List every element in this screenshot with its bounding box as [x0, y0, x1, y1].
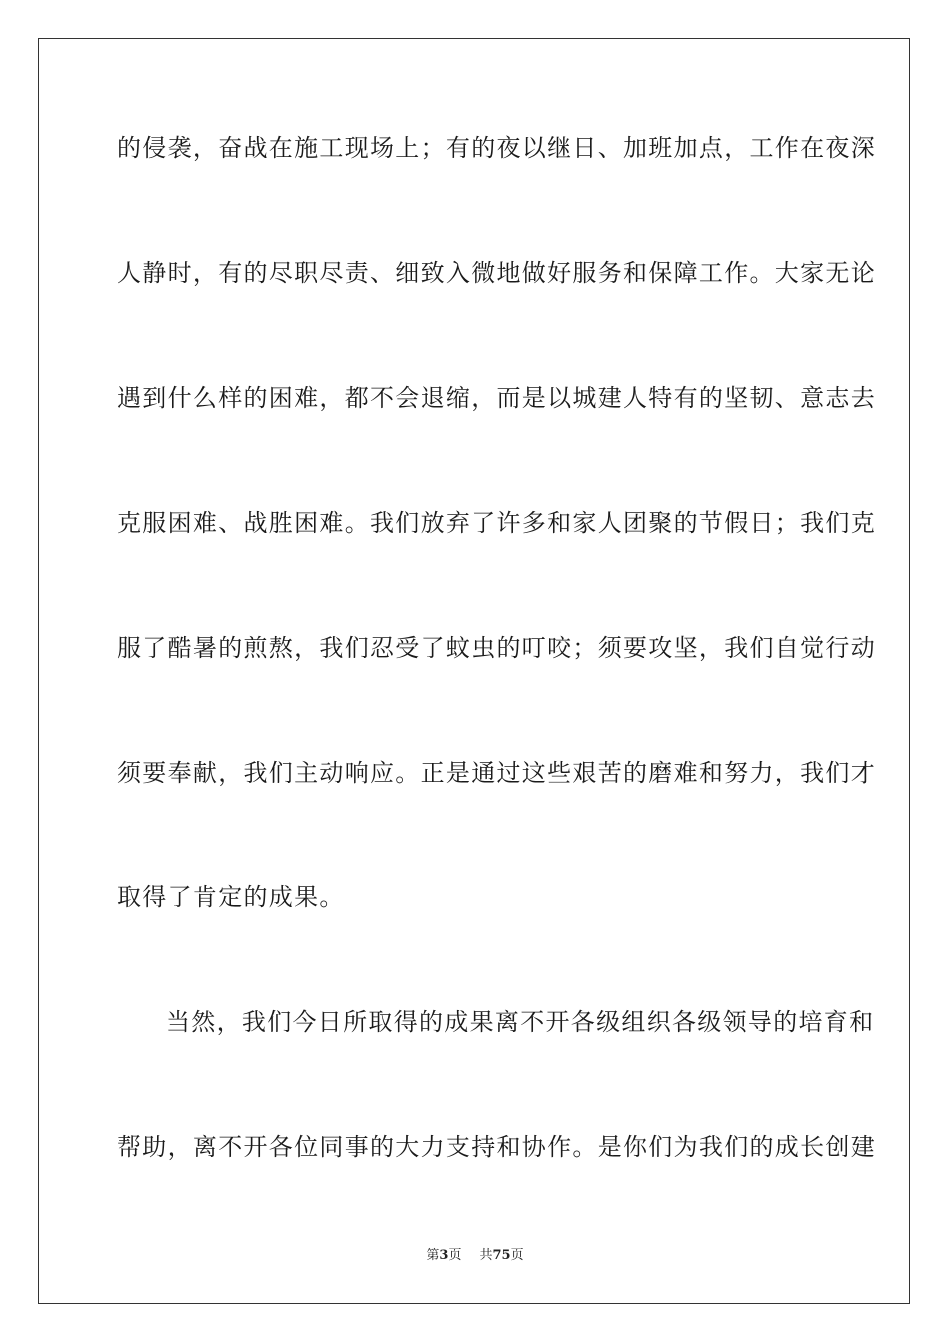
- paragraph-line: 帮助，离不开各位同事的大力支持和协作。是你们为我们的成长创建: [117, 1133, 876, 1161]
- total-prefix: 共: [479, 1248, 493, 1263]
- paragraph-line: 人静时，有的尽职尽责、细致入微地做好服务和保障工作。大家无论: [117, 259, 876, 287]
- paragraph-line-indented: 当然，我们今日所取得的成果离不开各级组织各级领导的培育和: [166, 1008, 875, 1036]
- paragraph-line: 服了酷暑的煎熬，我们忍受了蚊虫的叮咬；须要攻坚，我们自觉行动: [117, 634, 876, 662]
- page-number: 3: [439, 1248, 449, 1263]
- paragraph-line: 须要奉献，我们主动响应。正是通过这些艰苦的磨难和努力，我们才: [117, 759, 876, 787]
- paragraph-line: 遇到什么样的困难，都不会退缩，而是以城建人特有的坚韧、意志去: [117, 384, 876, 412]
- page-prefix: 第: [426, 1248, 440, 1263]
- total-pages: 75: [492, 1248, 511, 1263]
- paragraph-line: 取得了肯定的成果。: [117, 883, 345, 911]
- paragraph-line: 克服困难、战胜困难。我们放弃了许多和家人团聚的节假日；我们克: [117, 509, 876, 537]
- page-suffix: 页: [448, 1248, 462, 1263]
- total-suffix: 页: [510, 1248, 524, 1263]
- page-border: [38, 38, 910, 1304]
- page-footer: [0, 1247, 950, 1265]
- paragraph-line: 的侵袭，奋战在施工现场上；有的夜以继日、加班加点，工作在夜深: [117, 134, 876, 162]
